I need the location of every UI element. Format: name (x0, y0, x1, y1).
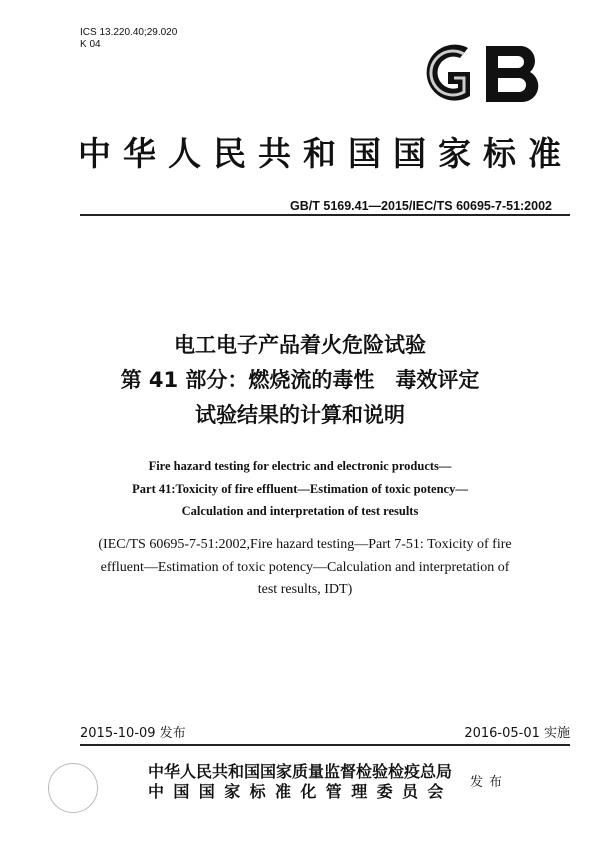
issue-date: 2015-10-09 发布 (80, 726, 186, 741)
ccs-code: K 04 (80, 39, 101, 50)
english-title-line: Calculation and interpretation of test results (181, 504, 419, 518)
standard-code: GB/T 5169.41—2015/IEC/TS 60695-7-51:2002 (290, 199, 552, 213)
implementation-date: 2016-05-01 实施 (464, 726, 570, 741)
equivalence-line: (IEC/TS 60695-7-51:2002,Fire hazard testing—Part 7-51: Toxicity of fire (98, 537, 512, 552)
chinese-title-line: 第 41 部分：燃烧流的毒性 毒效评定 (120, 368, 480, 392)
national-standard-title: 中华人民共和国国家标准 (78, 134, 573, 173)
ics-code: ICS 13.220.40;29.020 (80, 27, 178, 38)
issuer-aqsiq: 中华人民共和国国家质量监督检验检疫总局 (148, 762, 453, 781)
english-title-line: Fire hazard testing for electric and electronic products— (148, 459, 452, 473)
stamp-seal (48, 763, 98, 813)
equivalence-statement (60, 534, 550, 602)
chinese-title-line: 电工电子产品着火危险试验 (174, 333, 426, 357)
issuer-sac: 中国国家标准化管理委员会 (148, 782, 453, 801)
chinese-title-line: 试验结果的计算和说明 (195, 403, 405, 427)
divider (80, 744, 570, 746)
issuing-authorities (148, 762, 453, 802)
equivalence-line: effluent—Estimation of toxic potency—Calculation and interpretation of (100, 559, 510, 575)
chinese-title (0, 328, 600, 433)
divider (80, 214, 570, 216)
equivalence-line: test results, IDT) (257, 582, 353, 597)
english-title-line: Part 41:Toxicity of fire effluent—Estimation of toxic potency— (132, 481, 468, 496)
gb-logo (418, 38, 543, 110)
publish-label: 发布 (470, 775, 509, 790)
english-title (0, 455, 600, 523)
classification-codes (80, 27, 177, 51)
